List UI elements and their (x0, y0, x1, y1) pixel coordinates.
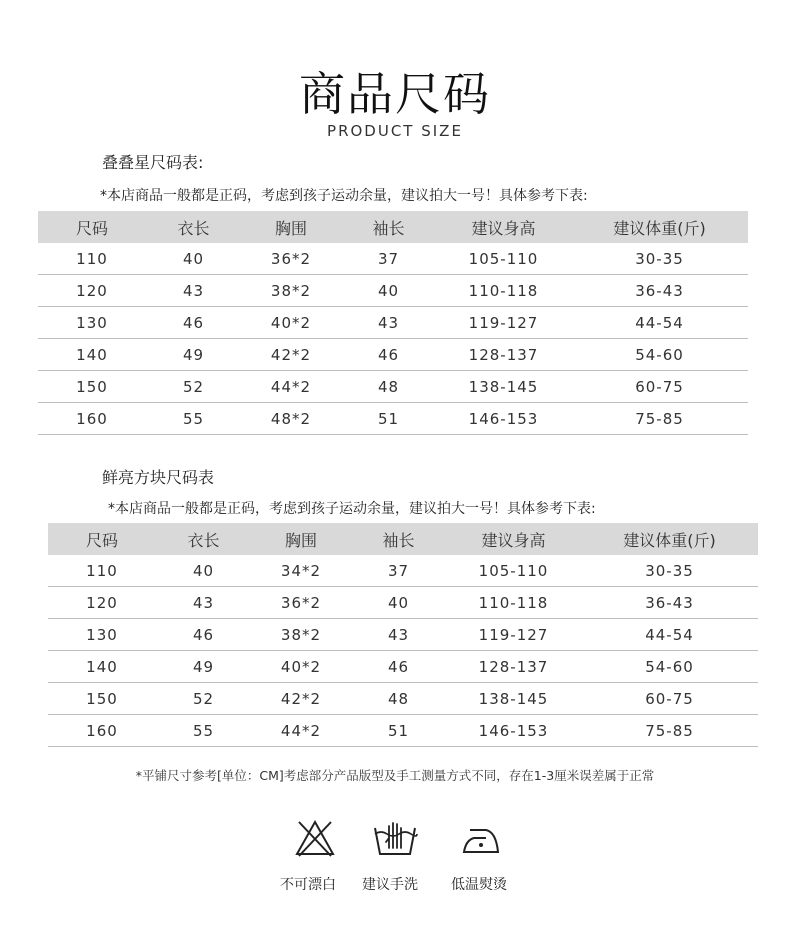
page-title: 商品尺码 (299, 67, 491, 121)
table-cell: 36*2 (280, 593, 322, 612)
header-cell: 建议身高 (471, 218, 536, 238)
table-cell: 40 (182, 249, 205, 268)
table-cell: 54-60 (635, 345, 684, 364)
footnote: *平铺尺寸参考[单位：CM]考虑部分产品版型及手工测量方式不同，存在1-3厘米误差属于正常 (135, 768, 655, 783)
table-cell: 44-54 (635, 313, 684, 332)
header-cell: 建议体重(斤) (613, 218, 706, 238)
table-cell: 46 (377, 345, 400, 364)
header-cell: 尺码 (85, 530, 118, 550)
table-cell: 160 (76, 409, 108, 428)
table-cell: 110-118 (478, 593, 549, 612)
table-cell: 36-43 (635, 281, 684, 300)
table-cell: 138-145 (478, 689, 549, 708)
table2-title: 鲜亮方块尺码表 (102, 468, 215, 487)
hand-wash-icon (372, 818, 418, 858)
table-cell: 48*2 (270, 409, 312, 428)
table-cell: 43 (192, 593, 215, 612)
table-row (48, 587, 758, 619)
table-cell: 40 (377, 281, 400, 300)
table-cell: 37 (387, 561, 410, 580)
table-cell: 46 (182, 313, 205, 332)
table-cell: 43 (377, 313, 400, 332)
table-cell: 119-127 (468, 313, 539, 332)
table-cell: 48 (377, 377, 400, 396)
table-cell: 38*2 (280, 625, 322, 644)
page-subtitle: PRODUCT SIZE (327, 122, 463, 140)
table-cell: 37 (377, 249, 400, 268)
table-cell: 130 (86, 625, 118, 644)
table-cell: 49 (182, 345, 205, 364)
header-cell: 衣长 (187, 530, 220, 550)
table-cell: 128-137 (468, 345, 539, 364)
header-cell: 胸围 (274, 218, 307, 238)
header-cell: 建议身高 (481, 530, 546, 550)
table-cell: 40*2 (280, 657, 322, 676)
table-row (38, 371, 748, 403)
table-row (48, 619, 758, 651)
table-cell: 44*2 (270, 377, 312, 396)
table-cell: 138-145 (468, 377, 539, 396)
table-header (38, 211, 748, 243)
table-cell: 42*2 (280, 689, 322, 708)
table-row (38, 403, 748, 435)
table-cell: 30-35 (645, 561, 694, 580)
table-cell: 46 (192, 625, 215, 644)
table-cell: 105-110 (478, 561, 549, 580)
table-cell: 44-54 (645, 625, 694, 644)
header-cell: 袖长 (382, 530, 415, 550)
table-row (38, 307, 748, 339)
table1-title: 叠叠星尺码表: (102, 153, 204, 172)
table-cell: 55 (192, 721, 215, 740)
no-bleach-icon (293, 818, 337, 858)
care-label-no-bleach: 不可漂白 (280, 877, 336, 893)
table-cell: 51 (377, 409, 400, 428)
table-row (38, 339, 748, 371)
table2-note: *本店商品一般都是正码，考虑到孩子运动余量，建议拍大一号！具体参考下表: (108, 501, 596, 517)
table-cell: 160 (86, 721, 118, 740)
table-cell: 44*2 (280, 721, 322, 740)
table-row (38, 275, 748, 307)
table-cell: 105-110 (468, 249, 539, 268)
table-cell: 46 (387, 657, 410, 676)
table-cell: 146-153 (478, 721, 549, 740)
table-cell: 55 (182, 409, 205, 428)
table-cell: 51 (387, 721, 410, 740)
table-cell: 40 (192, 561, 215, 580)
size-table-2 (48, 523, 758, 747)
table-cell: 75-85 (645, 721, 694, 740)
table-row (48, 651, 758, 683)
table-cell: 38*2 (270, 281, 312, 300)
table-cell: 52 (192, 689, 215, 708)
table-cell: 120 (76, 281, 108, 300)
table-cell: 140 (86, 657, 118, 676)
table-cell: 40*2 (270, 313, 312, 332)
table-cell: 34*2 (280, 561, 322, 580)
table-cell: 110-118 (468, 281, 539, 300)
header-cell: 袖长 (372, 218, 405, 238)
table-cell: 43 (387, 625, 410, 644)
table-cell: 110 (76, 249, 108, 268)
table-cell: 120 (86, 593, 118, 612)
table1-note: *本店商品一般都是正码，考虑到孩子运动余量，建议拍大一号！具体参考下表: (100, 188, 588, 204)
table-cell: 140 (76, 345, 108, 364)
table-cell: 43 (182, 281, 205, 300)
table-cell: 60-75 (635, 377, 684, 396)
table-cell: 30-35 (635, 249, 684, 268)
table-header (48, 523, 758, 555)
table-cell: 150 (76, 377, 108, 396)
table-cell: 110 (86, 561, 118, 580)
table-cell: 146-153 (468, 409, 539, 428)
table-cell: 40 (387, 593, 410, 612)
table-cell: 36*2 (270, 249, 312, 268)
low-iron-icon (460, 818, 502, 858)
table-row (38, 243, 748, 275)
table-row (48, 683, 758, 715)
table-cell: 42*2 (270, 345, 312, 364)
table-cell: 60-75 (645, 689, 694, 708)
header-cell: 衣长 (177, 218, 210, 238)
table-row (48, 555, 758, 587)
table-cell: 119-127 (478, 625, 549, 644)
header-cell: 胸围 (284, 530, 317, 550)
header-cell: 建议体重(斤) (623, 530, 716, 550)
table-cell: 48 (387, 689, 410, 708)
table-cell: 130 (76, 313, 108, 332)
table-cell: 150 (86, 689, 118, 708)
table-cell: 128-137 (478, 657, 549, 676)
table-cell: 36-43 (645, 593, 694, 612)
table-cell: 75-85 (635, 409, 684, 428)
table-cell: 54-60 (645, 657, 694, 676)
table-cell: 52 (182, 377, 205, 396)
care-label-hand-wash: 建议手洗 (362, 877, 418, 893)
header-cell: 尺码 (75, 218, 108, 238)
table-row (48, 715, 758, 747)
size-table-1 (38, 211, 748, 435)
care-label-low-iron: 低温熨烫 (451, 877, 507, 893)
table-cell: 49 (192, 657, 215, 676)
